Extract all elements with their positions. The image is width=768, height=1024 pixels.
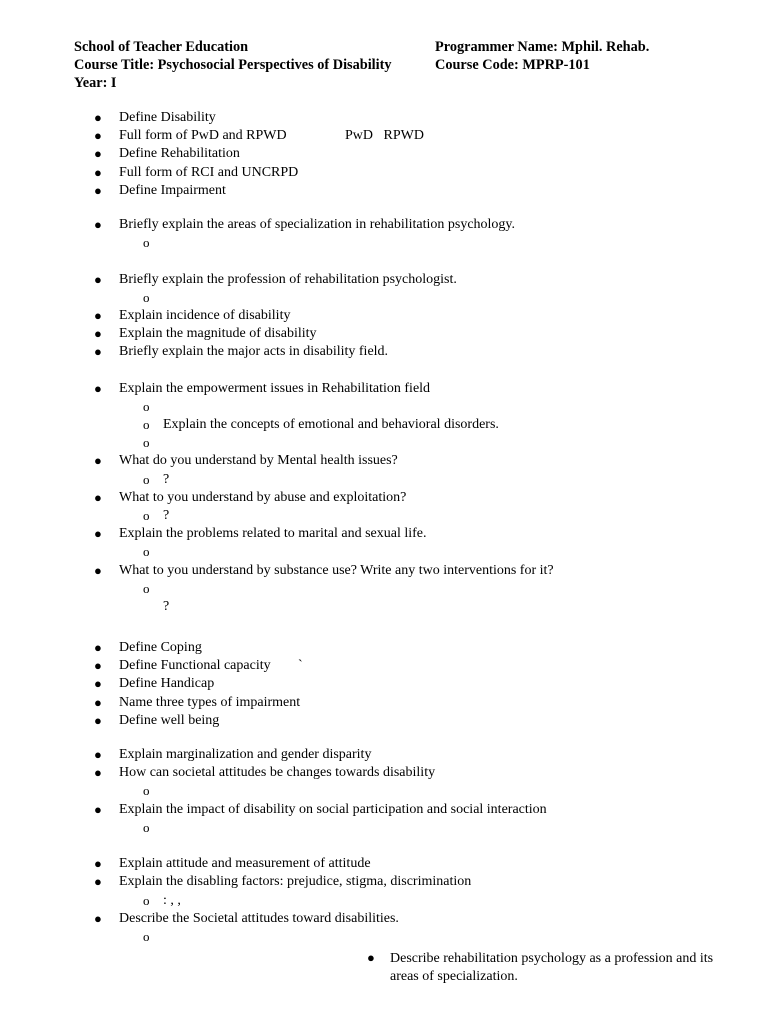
question-en: Explain attitude and measurement of attitude: [119, 856, 371, 872]
sub-item: o: [143, 289, 150, 305]
question-en: Define Disability: [119, 110, 216, 125]
question-en: Define Handicap: [119, 676, 215, 692]
list-item: ● Define Functional capacity `: [0, 657, 768, 675]
question-en: Name three types of impairment: [119, 694, 301, 710]
list-item: ● Describe the Societal attitudes toward disabilities.: [0, 910, 768, 928]
sub-item: o ?: [0, 507, 768, 525]
question-en: Define Functional capacity: [119, 658, 271, 674]
header-right: [435, 38, 735, 74]
list-item: ● Define well being: [0, 712, 768, 730]
list-item: ● Briefly explain the areas of specialization in rehabilitation psychology.: [0, 216, 768, 234]
question-en: Explain the problems related to marital and sexual life.: [119, 526, 427, 542]
question-en: Define well being: [119, 712, 220, 728]
list-item: ● Briefly explain the profession of rehabilitation psychologist.: [0, 271, 768, 289]
list-item: ● Full form of PwD and RPWD PwD RPWD: [0, 127, 768, 145]
question-en: Explain the empowerment issues in Rehabilitation field: [119, 380, 431, 396]
school-name: School of Teacher Education: [74, 39, 249, 55]
question-en: Define Rehabilitation: [119, 146, 240, 162]
sub-item: o: [143, 235, 150, 251]
question-en: Define Coping: [119, 640, 202, 655]
question-en-text: Describe rehabilitation psychology as a profession and its areas of specialization.: [390, 951, 714, 985]
sub-item: o: [143, 544, 150, 560]
list-item: ● What to you understand by substance use? Write any two interventions for it?: [0, 562, 768, 580]
question-en: Explain the impact of disability on social participation and social interaction: [119, 801, 547, 817]
year-label: Year: I: [74, 75, 117, 91]
header-left: [74, 38, 434, 92]
question-en: How can societal attitudes be changes towards disability: [119, 765, 436, 781]
programmer-name: Programmer Name: Mphil. Rehab.: [435, 39, 650, 55]
sub-item: o: [143, 819, 150, 835]
course-code: Course Code: MPRP-101: [435, 57, 590, 73]
question-en: What do you understand by Mental health issues?: [119, 453, 398, 469]
list-item: ● Explain the problems related to marital and sexual life.: [0, 525, 768, 543]
list-item: ● Define Rehabilitation: [0, 145, 768, 163]
sub-question-hi: ?: [163, 471, 170, 487]
list-item: ● Explain incidence of disability: [0, 307, 768, 325]
question-en: What to you understand by substance use? Write any two interventions for it?: [119, 562, 554, 578]
list-item: ● How can societal attitudes be changes towards disability: [0, 764, 768, 782]
question-en: Full form of PwD and RPWD: [119, 128, 287, 144]
question-en: [390, 950, 742, 986]
short-questions-list-2: [0, 639, 768, 730]
list-item: ● Full form of RCI and UNCRPD: [0, 164, 768, 182]
question-en: Define Impairment: [119, 182, 226, 198]
list-item: ● Explain the empowerment issues in Rehabilitation field: [0, 380, 768, 398]
question-en: Explain the disabling factors: prejudice, stigma, discrimination: [119, 874, 472, 890]
sub-question-en: Explain the concepts of emotional and behavioral disorders.: [163, 417, 499, 433]
question-en: Briefly explain the major acts in disability field.: [119, 344, 389, 360]
list-item: ● What to you understand by abuse and exploitation?: [0, 489, 768, 507]
course-title: Course Title: Psychosocial Perspectives of Disability: [74, 57, 392, 73]
question-en: Briefly explain the areas of specialization in rehabilitation psychology.: [119, 217, 516, 232]
sub-item: o: [143, 783, 150, 799]
list-item: ● Define Disability: [0, 109, 768, 127]
question-en: Explain marginalization and gender disparity: [119, 747, 372, 762]
long-questions-list-2: [0, 746, 768, 946]
list-item: ● Briefly explain the major acts in disability field.: [0, 343, 768, 379]
question-en: What to you understand by abuse and exploitation?: [119, 489, 407, 505]
sub-question-hi-cont: ?: [163, 598, 170, 614]
sub-item: o ?: [0, 580, 768, 616]
sub-item: o ?: [0, 471, 768, 489]
list-item: ● Explain marginalization and gender disparity: [0, 746, 768, 764]
question-en: Explain the magnitude of disability: [119, 326, 317, 342]
stray-mark: `: [298, 658, 303, 674]
long-questions-list-1: [0, 216, 768, 616]
sub-item: o: [143, 435, 150, 451]
sub-item: o : , ,: [0, 892, 768, 910]
list-item: ● What do you understand by Mental health issues?: [0, 452, 768, 470]
list-item: ● Define Handicap: [0, 675, 768, 693]
sub-item: o: [143, 928, 150, 944]
list-item: ● Explain the magnitude of disability: [0, 325, 768, 343]
question-en: Briefly explain the profession of rehabilitation psychologist.: [119, 271, 457, 287]
list-item: ● Define Impairment: [0, 182, 768, 200]
list-item: ● Explain the impact of disability on social participation and social interaction: [0, 801, 768, 819]
list-item: ● Explain attitude and measurement of attitude: [0, 855, 768, 873]
sub-question-hi: : , ,: [163, 892, 181, 908]
short-questions-list-1: [0, 109, 768, 200]
question-hi: PwD RPWD: [345, 128, 424, 144]
question-en: Describe the Societal attitudes toward disabilities.: [119, 910, 399, 926]
question-en: Explain incidence of disability: [119, 307, 291, 323]
list-item: ● Explain the disabling factors: prejudice, stigma, discrimination: [0, 873, 768, 891]
list-item: ● Define Coping: [0, 639, 768, 657]
list-item: ● Name three types of impairment: [0, 694, 768, 712]
document-page: School of Teacher Education Course Title: Psychosocial Perspectives of Disability Year: I Programmer Name: Mphil. Rehab. Course Code: MPRP-101 ● Define Disability ● Full form of PwD and RPWD PwD RPWD ● Define Rehabilitation ● Full form of RCI and UNCRPD ● Define Impairment ● Briefly explain the areas of specialization in rehabilitation psychology. o ● Briefly explain the profession of rehabilitation psychologist. o ● Explain incidence of disability ● Explain the magnitude of disability ● Briefly explain the major acts in disability field. ● Explain the empowerment issues in Rehabilitation field o o Explain the concepts of emotional and behavioral disorders. o ● What do you understand by Mental health issues? o ? ● What to you understand by abuse and exploitation? o ? ● Explain the problems related to marital and sexual life. o ● What to you understand by substance use? Write any two interventions for it? o ? ● Define Coping ● Define Functional capacity ` ● Define Handicap ● Name three types of impairment ● Define well being ● Explain marginalization and gender disparity ● How can societal attitudes be changes towards disability o ● Explain the impact of disability on social participation and social interaction o ● Explain attitude and measurement of attitude ● Explain the disabling factors: prejudice, stigma, discrimination o : , , ● Describe the Societal attitudes toward disabilities. o ● Describe rehabilitation psychology as a profession and its areas of specialization.: [0, 0, 768, 1024]
question-en: Full form of RCI and UNCRPD: [119, 164, 299, 180]
sub-question-hi: ?: [163, 508, 170, 524]
sub-item: o Explain the concepts of emotional and behavioral disorders.: [0, 416, 768, 434]
sub-item: o: [143, 398, 150, 414]
